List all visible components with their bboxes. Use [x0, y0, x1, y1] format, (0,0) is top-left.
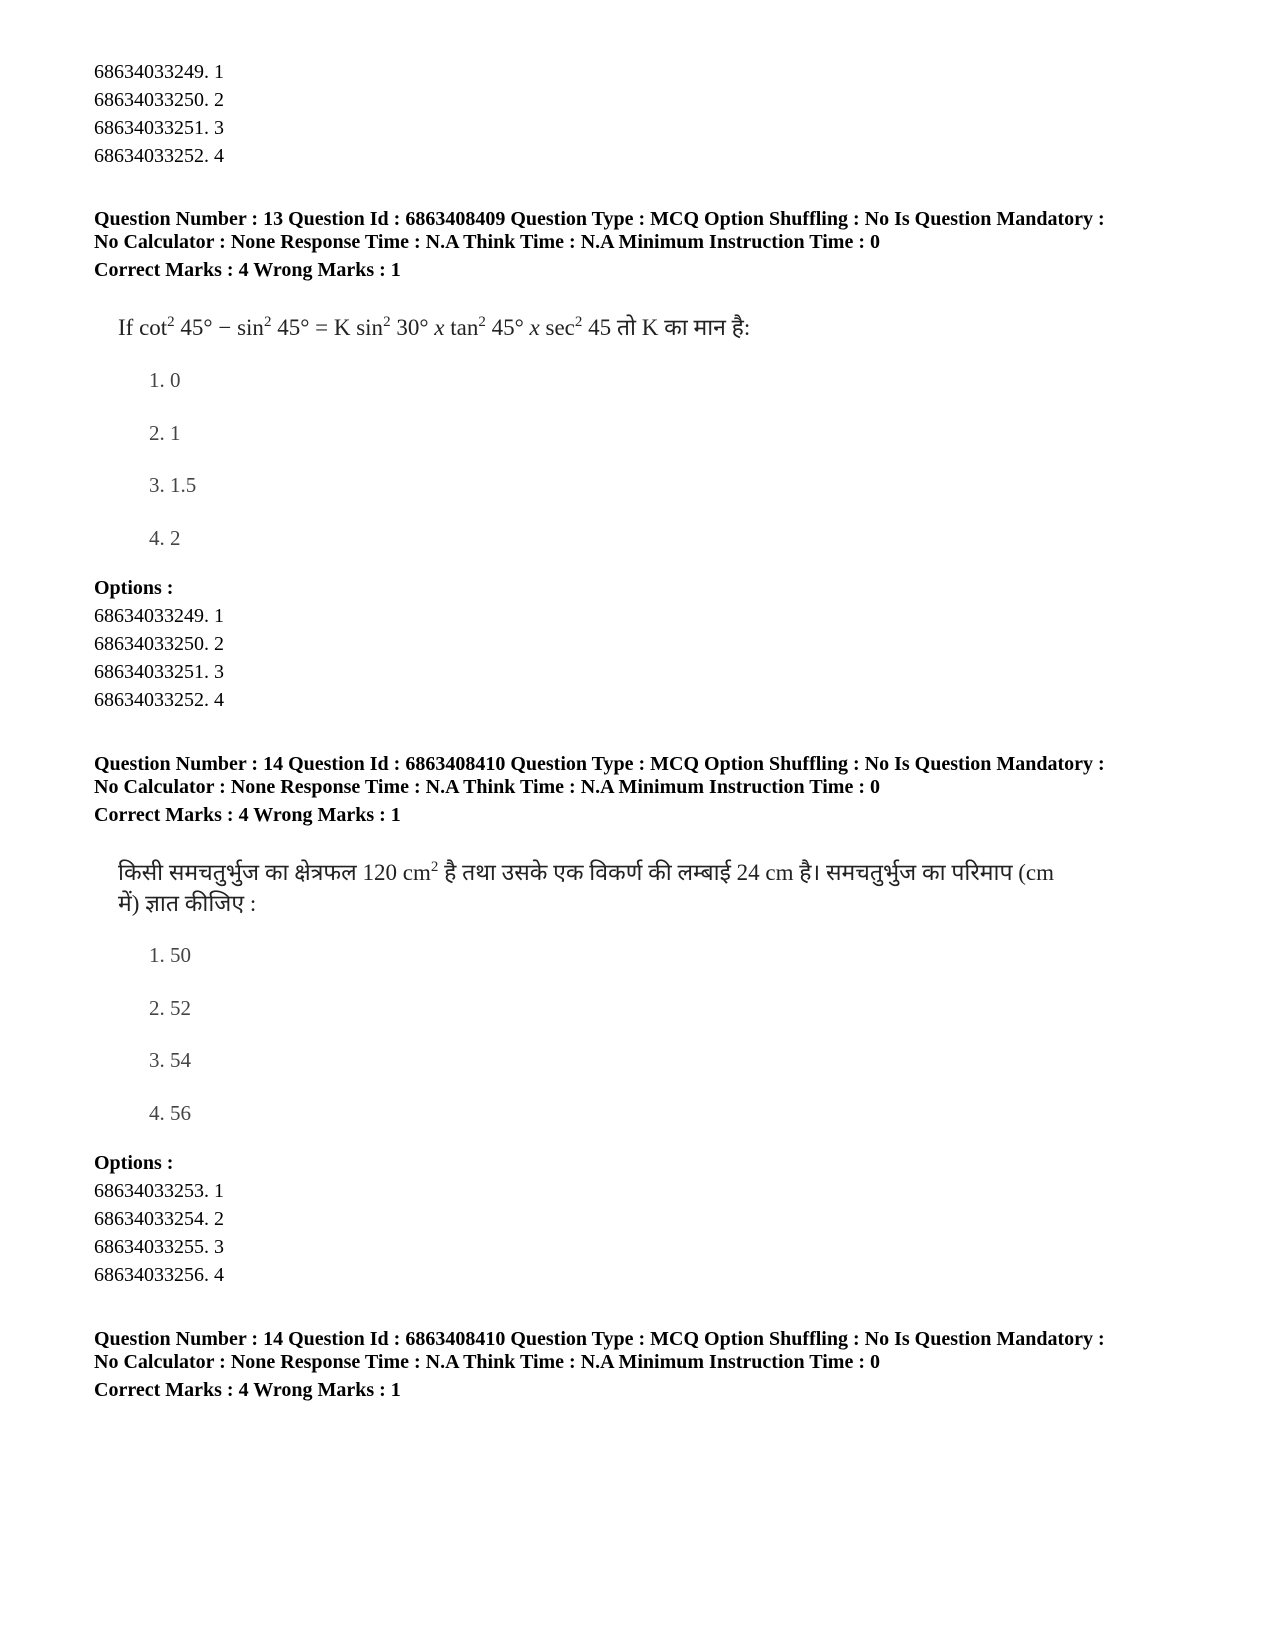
question-13-choice: 1. 0 [149, 368, 181, 392]
question-13-choice: 3. 1.5 [149, 473, 197, 497]
option-line: 68634033252. 4 [94, 689, 224, 711]
question-13-choice: 2. 1 [149, 421, 181, 445]
option-line: 68634033249. 1 [94, 61, 224, 83]
option-line: 68634033250. 2 [94, 633, 224, 655]
option-line: 68634033251. 3 [94, 661, 224, 683]
question-14-options-label: Options : [94, 1152, 174, 1174]
question-13-choice: 4. 2 [149, 526, 181, 550]
question-13-options-label: Options : [94, 577, 174, 599]
option-line: 68634033250. 2 [94, 89, 224, 111]
question-14-marks: Correct Marks : 4 Wrong Marks : 1 [94, 804, 401, 826]
question-14-text: किसी समचतुर्भुज का क्षेत्रफल 120 $cm^2$ है तथा उसके एक विकर्ण की लम्बाई 24 cm है। समचतुर्भुज का परिमाप (cm [118, 859, 1055, 885]
question-13-marks: Correct Marks : 4 Wrong Marks : 1 [94, 259, 401, 281]
option-line: 68634033252. 4 [94, 145, 224, 167]
question-13-header-line2: No Calculator : None Response Time : N.A Think Time : N.A Minimum Instruction Time : 0 [94, 231, 880, 253]
option-line: 68634033251. 3 [94, 117, 224, 139]
question-13-header-line1: Question Number : 13 Question Id : 6863408409 Question Type : MCQ Option Shuffling : No Is Question Mandatory : [94, 208, 1105, 230]
question-14-text-line2: में) ज्ञात कीजिए : [118, 891, 257, 916]
question-14-repeat-marks: Correct Marks : 4 Wrong Marks : 1 [94, 1379, 401, 1401]
question-14-choice: 4. 56 [149, 1101, 191, 1125]
option-line: 68634033254. 2 [94, 1208, 224, 1230]
question-14-header-line1: Question Number : 14 Question Id : 6863408410 Question Type : MCQ Option Shuffling : No Is Question Mandatory : [94, 753, 1105, 775]
option-line: 68634033249. 1 [94, 605, 224, 627]
option-line: 68634033256. 4 [94, 1264, 224, 1286]
question-14-choice: 1. 50 [149, 943, 191, 967]
option-line: 68634033253. 1 [94, 1180, 224, 1202]
option-line: 68634033255. 3 [94, 1236, 224, 1258]
question-13-text: If $\cot^2 45^\circ - \sin^2 45^\circ = K$ $\sin^2 30^\circ$ x $\tan^2 45^\circ$ x $\sec^2 45$ तो K का मान है: [118, 314, 751, 340]
question-14-choice: 3. 54 [149, 1048, 191, 1072]
question-14-repeat-header-line2: No Calculator : None Response Time : N.A Think Time : N.A Minimum Instruction Time : 0 [94, 1351, 880, 1373]
question-14-choice: 2. 52 [149, 996, 191, 1020]
question-14-header-line2: No Calculator : None Response Time : N.A Think Time : N.A Minimum Instruction Time : 0 [94, 776, 880, 798]
question-14-repeat-header-line1: Question Number : 14 Question Id : 6863408410 Question Type : MCQ Option Shuffling : No Is Question Mandatory : [94, 1328, 1105, 1350]
